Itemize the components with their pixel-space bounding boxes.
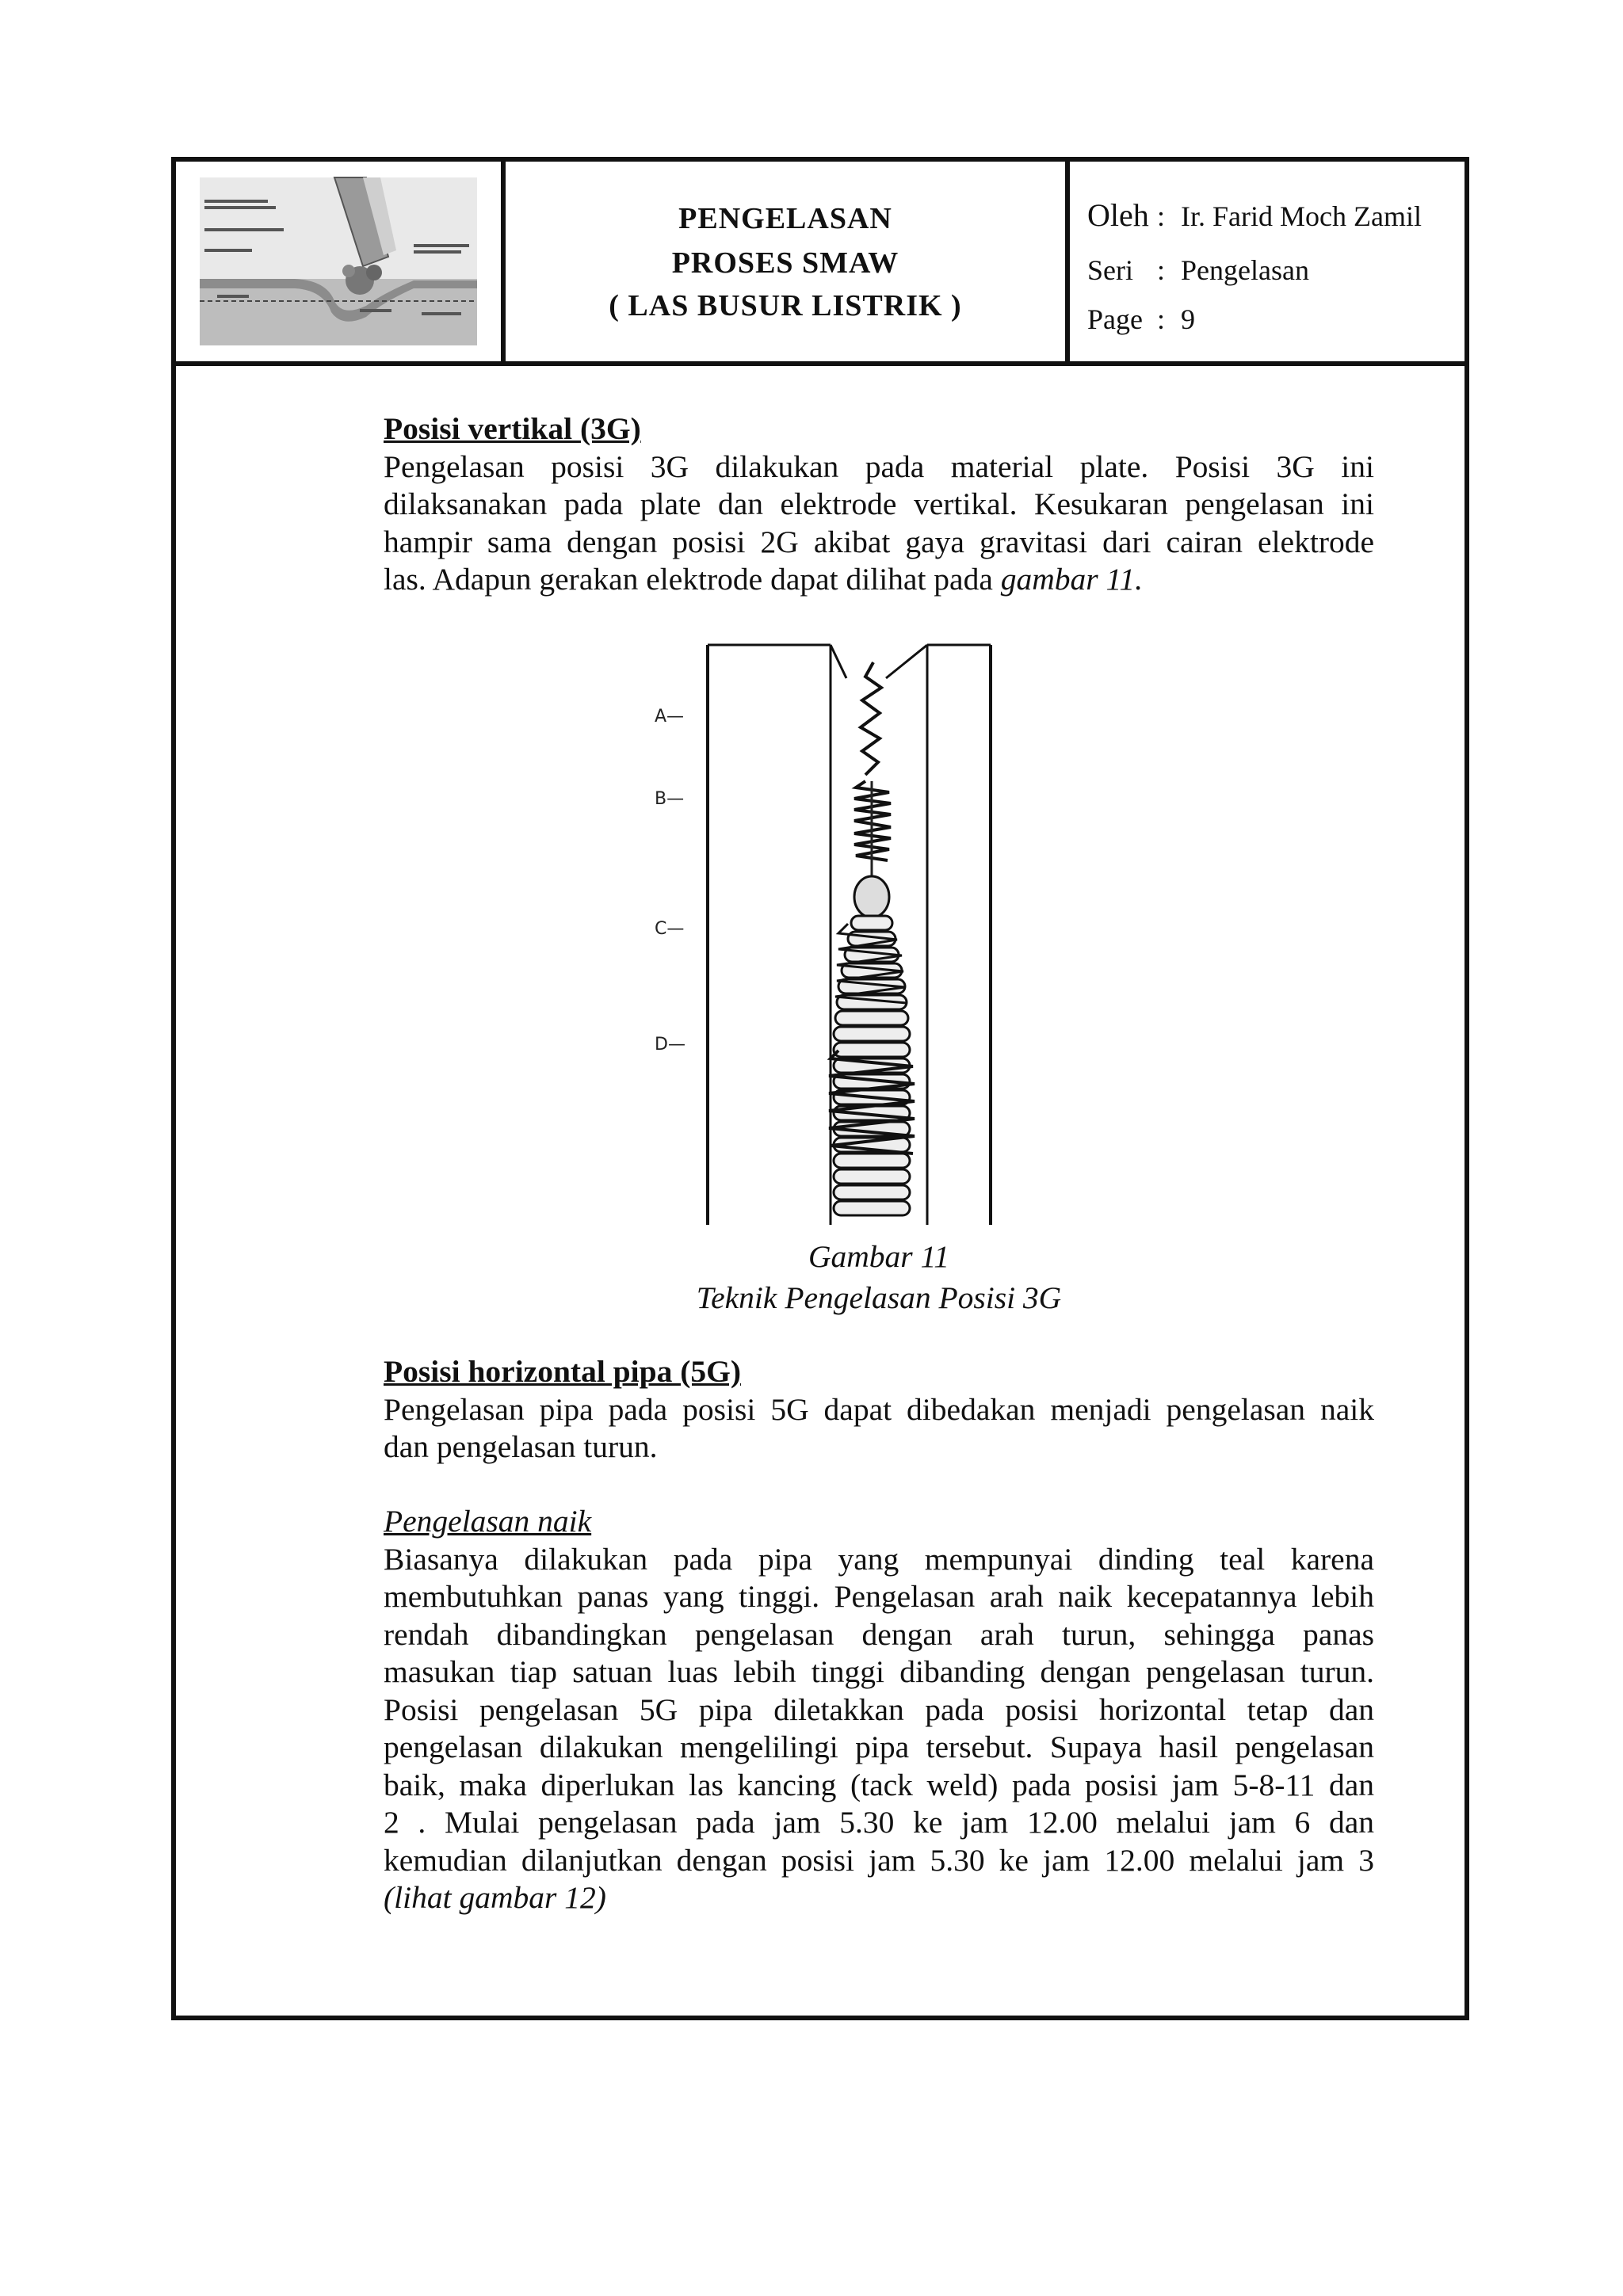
- figure-label-a: A—: [655, 707, 685, 727]
- meta-separator: :: [1157, 303, 1166, 335]
- paragraph-line: dilaksanakan pada plate dan elektrode vertikal. Kesukaran pengelasan ini: [384, 486, 1374, 521]
- meta-seri-value: Pengelasan: [1181, 254, 1309, 286]
- meta-seri-label: Seri: [1087, 254, 1133, 286]
- paragraph-line: Posisi pengelasan 5G pipa diletakkan pada posisi horizontal tetap dan: [384, 1691, 1374, 1727]
- figure-label-b: B—: [655, 789, 685, 809]
- paragraph-text: las. Adapun gerakan elektrode dapat dilihat pada: [384, 562, 1001, 597]
- header-meta-cell: [1070, 162, 1465, 361]
- section-vertical-3g: [384, 410, 1374, 599]
- caption-title: Gambar 11: [808, 1239, 950, 1274]
- paragraph-line: kemudian dilanjutkan dengan posisi jam 5.30 ke jam 12.00 melalui jam 3: [384, 1842, 1374, 1878]
- paragraph-line: membutuhkan panas yang tinggi. Pengelasan arah naik kecepatannya lebih: [384, 1579, 1374, 1614]
- section-heading: Posisi horizontal pipa (5G): [384, 1354, 741, 1389]
- meta-page-label: Page: [1087, 303, 1143, 335]
- header-logo-cell: [176, 162, 506, 361]
- meta-separator: :: [1157, 200, 1166, 232]
- paragraph-line: baik, maka diperlukan las kancing (tack weld) pada posisi jam 5-8-11 dan: [384, 1767, 1374, 1802]
- meta-seri: [1087, 254, 1309, 287]
- meta-separator: :: [1157, 254, 1166, 286]
- smaw-logo-diagram: [176, 162, 496, 357]
- paragraph-line: Biasanya dilakukan pada pipa yang mempunyai dinding teal karena: [384, 1541, 1374, 1577]
- title-line-2: PROSES SMAW: [671, 246, 899, 280]
- meta-oleh-label: Oleh: [1087, 197, 1149, 233]
- figure-label-d: D—: [655, 1035, 685, 1055]
- paragraph-line: rendah dibandingkan pengelasan dengan arah turun, sehingga panas: [384, 1616, 1374, 1652]
- figure-reference: (lihat gambar 12): [384, 1880, 606, 1915]
- paragraph-line: [384, 561, 1374, 599]
- paragraph-line: pengelasan dilakukan mengelilingi pipa tersebut. Supaya hasil pengelasan: [384, 1730, 1374, 1764]
- figure-11: [650, 639, 1046, 1234]
- section-heading: Posisi vertikal (3G): [384, 411, 641, 446]
- weld-3g-illustration: [650, 639, 1046, 1234]
- paragraph-line: dan pengelasan turun.: [384, 1429, 658, 1464]
- figure-reference: gambar 11.: [1000, 562, 1143, 597]
- title-line-1: PENGELASAN: [678, 202, 892, 235]
- header-title-cell: [506, 162, 1070, 361]
- paragraph-line: masukan tiap satuan luas lebih tinggi dibanding dengan pengelasan turun.: [384, 1654, 1374, 1689]
- meta-page: [1087, 303, 1195, 336]
- title-line-3: ( LAS BUSUR LISTRIK ): [609, 289, 962, 322]
- meta-oleh: [1087, 196, 1422, 234]
- document-header: [176, 162, 1465, 366]
- section-pengelasan-naik: [384, 1503, 1374, 1917]
- paragraph-line: Pengelasan posisi 3G dilakukan pada material plate. Posisi 3G ini: [384, 448, 1374, 484]
- section-subheading: Pengelasan naik: [384, 1504, 592, 1539]
- caption-subtitle: Teknik Pengelasan Posisi 3G: [696, 1280, 1062, 1315]
- figure-label-c: C—: [655, 919, 685, 939]
- meta-oleh-value: Ir. Farid Moch Zamil: [1181, 200, 1422, 232]
- paragraph-line: hampir sama dengan posisi 2G akibat gaya gravitasi dari cairan elektrode: [384, 524, 1374, 559]
- meta-page-value: 9: [1181, 303, 1195, 335]
- figure-caption: [384, 1236, 1374, 1318]
- section-horizontal-5g: [384, 1353, 1374, 1466]
- paragraph-line: 2 . Mulai pengelasan pada jam 5.30 ke jam 12.00 melalui jam 6 dan: [384, 1805, 1374, 1840]
- paragraph-line: Pengelasan pipa pada posisi 5G dapat dibedakan menjadi pengelasan naik: [384, 1391, 1374, 1427]
